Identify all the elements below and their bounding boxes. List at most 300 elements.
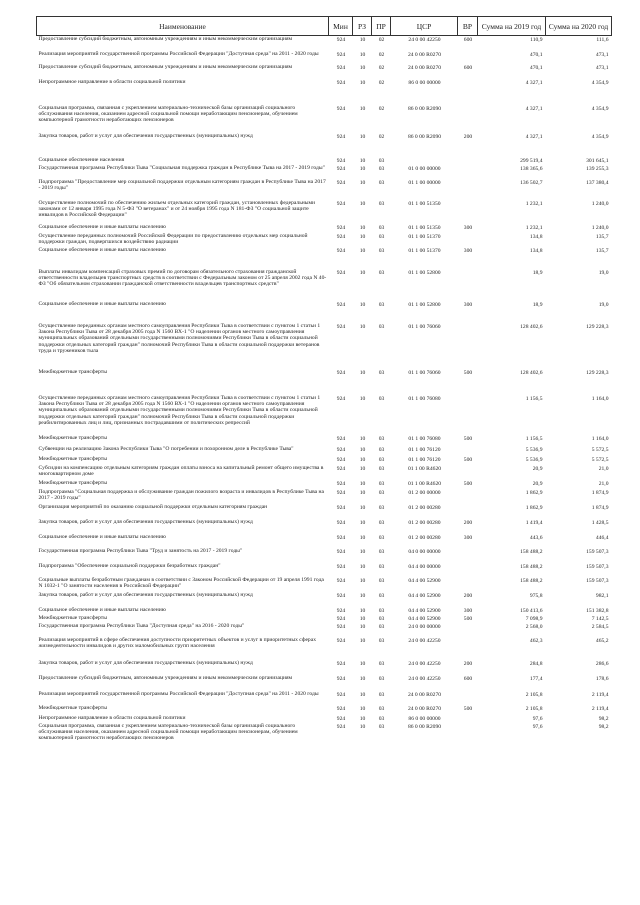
row-min: 924: [336, 623, 346, 630]
row-pr: 03: [378, 157, 385, 164]
row-min: 924: [336, 577, 346, 584]
row-rz: 10: [359, 51, 366, 58]
header-csr: ЦСР: [391, 17, 458, 36]
row-csr: 24 0 00 42250: [408, 675, 441, 682]
row-csr: 01 1 00 00000: [408, 179, 441, 186]
row-sum-2020: 4 354,9: [591, 105, 609, 112]
row-sum-2020: 2 119,4: [591, 691, 609, 698]
row-sum-2019: 5 536,9: [525, 456, 543, 463]
row-name: Межбюджетные трансферты: [38, 434, 107, 441]
row-sum-2020: 1 874,9: [591, 504, 609, 511]
row-rz: 10: [359, 224, 366, 231]
header-sum-2020: Сумма на 2020 год: [546, 17, 612, 36]
row-vr: [458, 446, 478, 456]
row-rz: 10: [359, 705, 366, 712]
row-pr: 03: [378, 675, 385, 682]
row-sum-2020: 5 572,5: [591, 446, 609, 453]
row-csr: 24 0 00 R0270: [407, 64, 442, 71]
row-pr: 03: [378, 465, 385, 472]
row-min: 924: [336, 133, 346, 140]
row-min: 924: [336, 504, 346, 511]
row-name: Государственная программа Республики Тыва "Социальная поддержка граждан в Республике Тыва на 2017 - 2019 годы": [38, 164, 325, 171]
row-min: 924: [336, 465, 346, 472]
row-csr: 24 0 00 42250: [408, 637, 441, 644]
row-min: 924: [336, 446, 346, 453]
row-name: Государственная программа Республики Тыва "Труд и занятость на 2017 - 2019 годы": [38, 547, 243, 554]
row-name: Социальные выплаты безработным гражданам в соответствии с Законом Российской Федерации от 19 апреля 1991 года N 1032-1 "О занятости населения в Российской Федерации": [38, 576, 324, 589]
row-csr: 01 1 00 51350: [408, 200, 441, 207]
row-sum-2020: 2 584,5: [591, 623, 609, 630]
table-row: [37, 233, 612, 247]
row-sum-2019: 150 413,6: [520, 607, 543, 614]
row-vr: [458, 723, 478, 751]
row-pr: 03: [378, 577, 385, 584]
row-sum-2019: 1 862,9: [525, 504, 543, 511]
row-csr: 24 0 00 00000: [408, 623, 441, 630]
row-sum-2020: 7 142,5: [591, 615, 609, 622]
row-name: Выплаты инвалидам компенсаций страховых премий по договорам обязательного страхования гражданской ответственности владельцев транспортных средств в соответствии с Федеральным законом от 25 апреля 2002 года N 40-ФЗ "Об обязательном страховании гражданской ответственности владельцев транспортных средств": [38, 268, 327, 288]
table-row: [37, 465, 612, 480]
row-min: 924: [336, 715, 346, 722]
row-pr: 03: [378, 269, 385, 276]
row-sum-2020: 473,1: [595, 64, 609, 71]
row-sum-2020: 21,0: [598, 465, 609, 472]
row-name: Реализация мероприятий государственной программы Российской Федерации "Доступная среда" на 2011 - 2020 годы: [38, 690, 319, 697]
table-row: [37, 519, 612, 534]
row-sum-2020: 21,0: [598, 480, 609, 487]
row-min: 924: [336, 548, 346, 555]
row-csr: 04 4 00 52900: [408, 577, 441, 584]
row-pr: 03: [378, 637, 385, 644]
row-pr: 03: [378, 435, 385, 442]
table-row: [37, 607, 612, 615]
row-name: Подпрограмма "Предоставление мер социальной поддержки отдельным категориям граждан в Республике Тыва на 2017 - 2019 годы": [38, 178, 326, 191]
row-name: Межбюджетные трансферты: [38, 368, 107, 375]
row-sum-2020: 135,7: [595, 247, 609, 254]
row-vr: [458, 79, 478, 105]
row-name: Закупка товаров, работ и услуг для обеспечения государственных (муниципальных) нужд: [38, 591, 253, 598]
row-vr: 500: [463, 705, 473, 712]
table-row: [37, 133, 612, 157]
row-sum-2020: 4 354,9: [591, 79, 609, 86]
row-name: Социальное обеспечение и иные выплаты населению: [38, 533, 166, 540]
row-min: 924: [336, 563, 346, 570]
row-pr: 03: [378, 615, 385, 622]
row-csr: 86 0 00 R2090: [407, 723, 442, 730]
row-min: 924: [336, 592, 346, 599]
row-sum-2019: 1 156,5: [525, 395, 543, 402]
row-pr: 03: [378, 534, 385, 541]
row-sum-2019: 462,3: [529, 637, 543, 644]
row-rz: 10: [359, 465, 366, 472]
row-csr: 01 2 00 00280: [408, 504, 441, 511]
row-sum-2019: 128 402,6: [520, 323, 543, 330]
row-rz: 10: [359, 607, 366, 614]
row-name: Осуществление переданных органам местного самоуправления Республики Тыва в соответствии с пунктом 1 статьи 1 Закона Республики Тыва от 28 декабря 2005 года N 1560 ВХ-1 "О наделении органов местного самоуправления муниципальных образований отдельными государственными полномочиями Республики Тыва в области социальной поддержки отдельных категорий граждан" полномочий Республики Тыва в области социальной поддержки реабилитированных лиц и лиц, признанных пострадавшими от политических репрессий: [38, 394, 321, 427]
row-min: 924: [336, 534, 346, 541]
row-sum-2020: 1 240,0: [591, 224, 609, 231]
row-sum-2019: 97,6: [532, 723, 543, 730]
row-rz: 10: [359, 519, 366, 526]
row-sum-2019: 1 232,1: [525, 224, 543, 231]
table-row: [37, 301, 612, 323]
row-rz: 10: [359, 715, 366, 722]
row-csr: 24 0 00 R0270: [407, 51, 442, 58]
table-row: [37, 615, 612, 623]
row-pr: 03: [378, 519, 385, 526]
row-min: 924: [336, 456, 346, 463]
row-rz: 10: [359, 179, 366, 186]
row-vr: 500: [463, 456, 473, 463]
row-csr: 86 0 00 00000: [408, 715, 441, 722]
table-row: [37, 435, 612, 446]
row-pr: 03: [378, 369, 385, 376]
row-sum-2019: 134,8: [529, 233, 543, 240]
row-rz: 10: [359, 301, 366, 308]
row-csr: 01 1 00 76080: [408, 395, 441, 402]
row-sum-2019: 18,9: [532, 301, 543, 308]
row-vr: [458, 465, 478, 480]
row-rz: 10: [359, 563, 366, 570]
row-csr: 24 0 00 R0270: [407, 705, 442, 712]
row-rz: 10: [359, 200, 366, 207]
row-min: 924: [336, 323, 346, 330]
row-rz: 10: [359, 623, 366, 630]
row-sum-2020: 111,6: [596, 37, 609, 43]
row-min: 924: [336, 269, 346, 276]
table-row: [37, 548, 612, 563]
row-min: 924: [336, 395, 346, 402]
row-name: Социальная программа, связанная с укреплением материально-технической базы организаций социального обслуживания населения, оказанием адресной социальной помощи неработающим пенсионерам, обучением компьютерной грамотности неработающих пенсионеров: [38, 722, 298, 742]
row-csr: 01 1 00 R4620: [407, 465, 442, 472]
row-csr: 01 1 00 51350: [408, 224, 441, 231]
row-min: 924: [336, 637, 346, 644]
row-pr: 02: [378, 79, 385, 86]
row-pr: 03: [378, 660, 385, 667]
row-sum-2019: 1 419,4: [525, 519, 543, 526]
row-rz: 10: [359, 577, 366, 584]
table-row: [37, 105, 612, 133]
row-pr: 02: [378, 133, 385, 140]
row-vr: 300: [463, 534, 473, 541]
row-name: Социальное обеспечение населения: [38, 156, 125, 163]
row-sum-2020: 301 645,1: [586, 157, 609, 164]
row-vr: 600: [463, 64, 473, 71]
table-row: [37, 323, 612, 369]
row-sum-2020: 4 354,9: [591, 133, 609, 140]
table-row: [37, 715, 612, 723]
row-sum-2020: 129 228,3: [586, 369, 609, 376]
row-vr: [458, 548, 478, 563]
row-csr: 01 2 00 00280: [408, 519, 441, 526]
row-sum-2020: 135,7: [595, 233, 609, 240]
row-vr: [458, 504, 478, 519]
row-sum-2020: 19,0: [598, 301, 609, 308]
row-name: Межбюджетные трансферты: [38, 614, 107, 621]
row-vr: 500: [463, 435, 473, 442]
row-sum-2020: 137 380,4: [586, 179, 609, 186]
row-sum-2019: 4 327,1: [525, 105, 543, 112]
row-sum-2020: 151 382,8: [586, 607, 609, 614]
row-vr: [458, 563, 478, 577]
row-min: 924: [336, 247, 346, 254]
header-min: Мин: [329, 17, 353, 36]
row-sum-2019: 134,8: [529, 247, 543, 254]
table-row: [37, 691, 612, 705]
row-vr: 500: [463, 480, 473, 487]
row-sum-2020: 178,6: [595, 675, 609, 682]
row-sum-2019: 158 488,2: [520, 577, 543, 584]
table-row: [37, 79, 612, 105]
row-pr: 03: [378, 480, 385, 487]
table-row: [37, 563, 612, 577]
row-min: 924: [336, 233, 346, 240]
row-min: 924: [336, 105, 346, 112]
row-rz: 10: [359, 323, 366, 330]
row-rz: 10: [359, 637, 366, 644]
row-name: Непрограммное направление в области социальной политики: [38, 78, 186, 85]
row-pr: 03: [378, 456, 385, 463]
row-rz: 10: [359, 489, 366, 496]
row-rz: 10: [359, 592, 366, 599]
row-name: Межбюджетные трансферты: [38, 704, 107, 711]
table-row: [37, 369, 612, 395]
row-sum-2019: 18,9: [532, 269, 543, 276]
row-csr: [391, 157, 458, 165]
table-row: [37, 446, 612, 456]
row-sum-2019: 4 327,1: [525, 79, 543, 86]
row-min: 924: [336, 691, 346, 698]
row-csr: 01 1 00 76080: [408, 435, 441, 442]
row-name: Закупка товаров, работ и услуг для обеспечения государственных (муниципальных) нужд: [38, 132, 253, 139]
row-sum-2019: 2 105,8: [525, 705, 543, 712]
row-vr: [458, 715, 478, 723]
row-vr: [458, 51, 478, 64]
table-header: [37, 17, 612, 36]
row-sum-2019: 4 327,1: [525, 133, 543, 140]
row-sum-2019: 2 105,8: [525, 691, 543, 698]
row-csr: 86 0 00 00000: [408, 79, 441, 86]
row-name: Предоставление субсидий бюджетным, автономным учреждениям и иным некоммерческим организациям: [38, 674, 293, 681]
row-csr: 01 1 00 R4620: [407, 480, 442, 487]
row-pr: 03: [378, 691, 385, 698]
row-rz: 10: [359, 480, 366, 487]
row-vr: 200: [463, 133, 473, 140]
table-row: [37, 705, 612, 715]
row-pr: 02: [378, 51, 385, 58]
table-row: [37, 534, 612, 548]
row-pr: 03: [378, 200, 385, 207]
row-vr: 200: [463, 592, 473, 599]
row-rz: 10: [359, 504, 366, 511]
row-vr: [458, 269, 478, 301]
row-min: 924: [336, 607, 346, 614]
row-min: 924: [336, 301, 346, 308]
table-row: [37, 36, 612, 51]
row-sum-2020: 1 428,5: [591, 519, 609, 526]
row-vr: [458, 105, 478, 133]
table-row: [37, 480, 612, 489]
table-row: [37, 637, 612, 660]
row-csr: 24 0 00 42250: [408, 37, 441, 43]
row-csr: 01 1 00 51370: [408, 233, 441, 240]
row-sum-2020: 159 507,3: [586, 563, 609, 570]
row-min: 924: [336, 165, 346, 172]
row-sum-2019: 158 488,2: [520, 563, 543, 570]
row-pr: 03: [378, 592, 385, 599]
row-vr: 600: [463, 37, 473, 43]
table-row: [37, 623, 612, 637]
row-csr: 04 4 00 52900: [408, 592, 441, 599]
row-sum-2019: 470,1: [529, 64, 543, 71]
row-min: 924: [336, 489, 346, 496]
row-sum-2020: 1 874,9: [591, 489, 609, 496]
table-body: [37, 36, 612, 751]
row-sum-2020: 446,4: [595, 534, 609, 541]
row-name: Межбюджетные трансферты: [38, 479, 107, 486]
row-vr: [458, 691, 478, 705]
row-pr: 02: [378, 37, 385, 43]
table-row: [37, 200, 612, 224]
row-rz: 10: [359, 456, 366, 463]
row-sum-2019: 975,8: [529, 592, 543, 599]
row-name: Подпрограмма "Обеспечение социальной поддержки безработных граждан": [38, 562, 221, 569]
row-rz: 10: [359, 395, 366, 402]
row-name: Социальная программа, связанная с укреплением материально-технической базы организаций социального обслуживания населения, оказанием адресной социальной помощи неработающим пенсионерам, обучением компьютерной грамотности неработающих пенсионеров: [38, 104, 298, 124]
row-pr: 03: [378, 301, 385, 308]
row-csr: 01 1 00 51370: [408, 247, 441, 254]
row-sum-2019: 20,9: [532, 465, 543, 472]
row-pr: 03: [378, 395, 385, 402]
row-sum-2020: 159 507,3: [586, 577, 609, 584]
row-rz: 10: [359, 435, 366, 442]
row-vr: 300: [463, 607, 473, 614]
row-sum-2019: 20,9: [532, 480, 543, 487]
row-sum-2020: 982,1: [595, 592, 609, 599]
row-vr: 300: [463, 224, 473, 231]
row-min: 924: [336, 200, 346, 207]
row-csr: 04 4 00 52900: [408, 607, 441, 614]
row-sum-2020: 159 507,3: [586, 548, 609, 555]
row-name: Реализация мероприятий государственной программы Российской Федерации "Доступная среда" на 2011 - 2020 годы: [38, 50, 319, 57]
table-row: [37, 675, 612, 691]
row-pr: 03: [378, 563, 385, 570]
row-sum-2020: 2 119,4: [591, 705, 609, 712]
row-sum-2020: 129 228,3: [586, 323, 609, 330]
row-name: Государственная программа Республики Тыва "Доступная среда" на 2016 - 2020 годы": [38, 622, 245, 629]
row-vr: [458, 157, 478, 165]
row-sum-2019: 138 365,6: [520, 165, 543, 172]
row-pr: 03: [378, 504, 385, 511]
row-sum-2020: 5 572,5: [591, 456, 609, 463]
row-csr: 04 4 00 52900: [408, 615, 441, 622]
row-rz: 10: [359, 79, 366, 86]
row-name: Социальное обеспечение и иные выплаты населению: [38, 223, 166, 230]
header-rz: РЗ: [353, 17, 372, 36]
row-sum-2020: 1 164,0: [591, 395, 609, 402]
row-csr: 24 0 00 42250: [408, 660, 441, 667]
row-min: 924: [336, 179, 346, 186]
row-min: 924: [336, 157, 346, 164]
row-min: 924: [336, 615, 346, 622]
row-sum-2020: 286,6: [595, 660, 609, 667]
row-pr: 03: [378, 233, 385, 240]
row-name: Закупка товаров, работ и услуг для обеспечения государственных (муниципальных) нужд: [38, 518, 253, 525]
row-csr: 86 0 00 R2090: [407, 105, 442, 112]
table-row: [37, 395, 612, 435]
row-pr: 03: [378, 489, 385, 496]
row-rz: 10: [359, 660, 366, 667]
row-rz: 10: [359, 723, 366, 730]
row-rz: 10: [359, 534, 366, 541]
row-vr: 300: [463, 247, 473, 254]
row-rz: 10: [359, 369, 366, 376]
table-row: [37, 157, 612, 165]
row-name: Социальное обеспечение и иные выплаты населению: [38, 606, 166, 613]
row-name: Межбюджетные трансферты: [38, 455, 107, 462]
row-name: Субвенции на реализацию Закона Республики Тыва "О погребении и похоронном деле в Республике Тыва": [38, 445, 294, 452]
row-rz: 10: [359, 548, 366, 555]
table-row: [37, 51, 612, 64]
row-csr: 01 1 00 76060: [408, 369, 441, 376]
row-rz: 10: [359, 37, 366, 43]
row-csr: 01 1 00 52800: [408, 269, 441, 276]
row-csr: 01 2 00 00280: [408, 534, 441, 541]
row-min: 924: [336, 37, 346, 43]
row-sum-2019: 1 232,1: [525, 200, 543, 207]
header-pr: ПР: [372, 17, 391, 36]
table-row: [37, 489, 612, 504]
row-sum-2019: 470,1: [529, 51, 543, 58]
row-vr: 500: [463, 615, 473, 622]
row-name: Подпрограмма "Социальная поддержка и обслуживание граждан пожилого возраста и инвалидов в Республике Тыва на 2017 - 2019 годы": [38, 488, 325, 501]
row-sum-2019: 128 402,6: [520, 369, 543, 376]
row-name: Осуществление переданных полномочий Российской Федерации по предоставлению отдельных мер социальной поддержки граждан, подвергшихся воздействию радиации: [38, 232, 308, 245]
row-vr: 500: [463, 369, 473, 376]
row-vr: [458, 489, 478, 504]
row-rz: 10: [359, 233, 366, 240]
row-min: 924: [336, 51, 346, 58]
row-rz: 10: [359, 133, 366, 140]
row-pr: 03: [378, 179, 385, 186]
row-sum-2020: 98,2: [598, 723, 609, 730]
row-sum-2019: 97,6: [532, 715, 543, 722]
row-name: Предоставление субсидий бюджетным, автономным учреждениям и иным некоммерческим организациям: [38, 63, 293, 70]
row-sum-2020: 1 164,0: [591, 435, 609, 442]
header-name: Наименование: [37, 17, 329, 36]
row-name: Субсидии на компенсацию отдельным категориям граждан оплаты взноса на капитальный ремонт общего имущества в многоквартирном доме: [38, 464, 324, 477]
row-pr: 03: [378, 607, 385, 614]
row-rz: 10: [359, 157, 366, 164]
row-rz: 10: [359, 269, 366, 276]
row-name: Осуществление полномочий по обеспечению жильем отдельных категорий граждан, установленных федеральными законами от 12 января 1995 года N 5-ФЗ "О ветеранах" и от 24 ноября 1995 года N 181-ФЗ "О социальной защите инвалидов в Российской Федерации": [38, 199, 316, 219]
table-row: [37, 592, 612, 607]
table-row: [37, 64, 612, 79]
row-rz: 10: [359, 615, 366, 622]
table-row: [37, 504, 612, 519]
row-pr: 03: [378, 548, 385, 555]
table-row: [37, 269, 612, 301]
row-min: 924: [336, 519, 346, 526]
row-csr: 01 1 00 76120: [408, 456, 441, 463]
row-rz: 10: [359, 675, 366, 682]
row-vr: [458, 165, 478, 179]
row-min: 924: [336, 79, 346, 86]
row-name: Социальное обеспечение и иные выплаты населению: [38, 246, 166, 253]
table-row: [37, 577, 612, 592]
table-row: [37, 224, 612, 233]
row-sum-2020: 98,2: [598, 715, 609, 722]
